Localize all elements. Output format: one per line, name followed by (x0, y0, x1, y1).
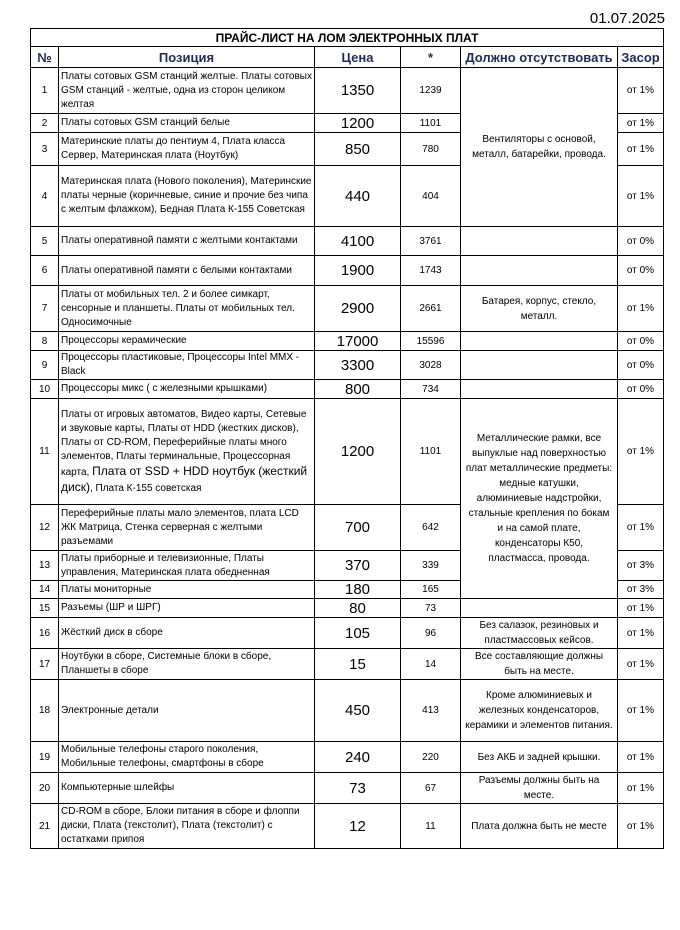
row-num: 15 (31, 599, 59, 618)
row-num: 10 (31, 380, 59, 399)
price-list-date: 01.07.2025 (589, 10, 665, 27)
row-num: 1 (31, 68, 59, 114)
row-debris: от 0% (618, 332, 664, 351)
row-price: 1900 (315, 256, 401, 286)
table-row (31, 599, 664, 618)
header-num: № (31, 47, 59, 68)
table-row (31, 773, 664, 804)
row-position: Материнские платы до пентиум 4, Плата класса Сервер, Материнская плата (Ноутбук) (59, 133, 315, 166)
row-num: 8 (31, 332, 59, 351)
row-position: Платы мониторные (59, 581, 315, 599)
row-debris: от 3% (618, 551, 664, 581)
row-debris: от 1% (618, 399, 664, 505)
row-position-part-b: Плата от SSD + HDD ноутбук (жесткий диск) (61, 463, 308, 494)
row-debris: от 1% (618, 680, 664, 742)
row-debris: от 1% (618, 286, 664, 332)
row-num: 3 (31, 133, 59, 166)
row-price: 73 (315, 773, 401, 804)
row-absent (461, 332, 618, 351)
row-debris: от 1% (618, 773, 664, 804)
row-star: 14 (401, 649, 461, 680)
table-row (31, 618, 664, 649)
row-position-part-c: , Плата К-155 советская (89, 482, 202, 494)
row-debris: от 0% (618, 227, 664, 256)
row-num: 11 (31, 399, 59, 505)
row-debris: от 0% (618, 380, 664, 399)
row-debris: от 3% (618, 581, 664, 599)
row-debris: от 1% (618, 742, 664, 773)
row-debris: от 1% (618, 133, 664, 166)
row-debris: от 1% (618, 599, 664, 618)
row-position: Платы сотовых GSM станций белые (59, 114, 315, 133)
table-row (31, 804, 664, 849)
row-star: 3761 (401, 227, 461, 256)
row-price: 1200 (315, 114, 401, 133)
header-absent: Должно отсутствовать (461, 47, 618, 68)
table-row (31, 680, 664, 742)
price-list-table (30, 28, 664, 849)
row-num: 5 (31, 227, 59, 256)
row-debris: от 1% (618, 114, 664, 133)
row-num: 16 (31, 618, 59, 649)
row-price: 800 (315, 380, 401, 399)
row-position: CD-ROM в сборе, Блоки питания в сборе и флоппи диски, Плата (текстолит), Плата (текстолит) с остатками припоя (59, 804, 315, 849)
row-absent: Разъемы должны быть на месте. (461, 773, 618, 804)
row-price: 3300 (315, 351, 401, 380)
table-title: ПРАЙС-ЛИСТ НА ЛОМ ЭЛЕКТРОННЫХ ПЛАТ (31, 29, 664, 47)
row-debris: от 0% (618, 351, 664, 380)
row-debris: от 1% (618, 649, 664, 680)
row-num: 12 (31, 505, 59, 551)
row-star: 96 (401, 618, 461, 649)
row-star: 1101 (401, 399, 461, 505)
table-row (31, 286, 664, 332)
row-price: 440 (315, 166, 401, 227)
row-absent (461, 599, 618, 618)
row-num: 19 (31, 742, 59, 773)
row-star: 220 (401, 742, 461, 773)
header-price: Цена (315, 47, 401, 68)
row-star: 339 (401, 551, 461, 581)
row-price: 105 (315, 618, 401, 649)
row-position: Материнская плата (Нового поколения), Материнские платы черные (коричневые, синие и прочие без чипа с желтым флажком), Бедная Плата К-155 Советская (59, 166, 315, 227)
row-position-part-a: Платы от игровых автоматов, Видео карты, Сетевые и звуковые карты, Платы от HDD (жестких дисков), Платы от CD-ROM, Переферийные платы много элементов, Платы терминальные, Процессорная карта, (61, 408, 307, 478)
row-price: 850 (315, 133, 401, 166)
note-group-7: Батарея, корпус, стекло, металл. (461, 286, 618, 332)
row-num: 13 (31, 551, 59, 581)
row-price: 15 (315, 649, 401, 680)
row-star: 2661 (401, 286, 461, 332)
row-position: Процессоры пластиковые, Процессоры Intel MMX - Black (59, 351, 315, 380)
row-star: 642 (401, 505, 461, 551)
row-price: 12 (315, 804, 401, 849)
row-debris: от 1% (618, 618, 664, 649)
row-price: 450 (315, 680, 401, 742)
merged-note-11-14: Металлические рамки, все выпуклые над поверхностью плат металлические предметы: медные катушки, алюминиевые надстройки, стальные крепления по бокам и на самой плате, конденсаторы К50, пластмасса, провода. (461, 399, 618, 599)
header-position: Позиция (59, 47, 315, 68)
row-star: 3028 (401, 351, 461, 380)
row-debris: от 1% (618, 68, 664, 114)
row-star: 165 (401, 581, 461, 599)
table-row (31, 649, 664, 680)
row-position: Платы от мобильных тел. 2 и более симкарт, сенсорные и планшеты. Платы от мобильных тел. Односимочные (59, 286, 315, 332)
row-star: 67 (401, 773, 461, 804)
row-position: Процессоры керамические (59, 332, 315, 351)
row-position: Компьютерные шлейфы (59, 773, 315, 804)
row-absent: Все составляющие должны быть на месте. (461, 649, 618, 680)
table-row (31, 332, 664, 351)
row-price: 240 (315, 742, 401, 773)
row-position: Переферийные платы мало элементов, плата LCD ЖК Матрица, Стенка серверная с желтыми разъемами (59, 505, 315, 551)
row-position: Процессоры микс ( с железными крышками) (59, 380, 315, 399)
table-row (31, 380, 664, 399)
row-debris: от 0% (618, 256, 664, 286)
row-absent: Без салазок, резиновых и пластмассовых кейсов. (461, 618, 618, 649)
row-star: 1743 (401, 256, 461, 286)
row-price: 370 (315, 551, 401, 581)
row-num: 21 (31, 804, 59, 849)
row-star: 1239 (401, 68, 461, 114)
row-position: Платы оперативной памяти с желтыми контактами (59, 227, 315, 256)
table-row (31, 742, 664, 773)
row-absent: Кроме алюминиевых и железных конденсаторов, керамики и элементов питания. (461, 680, 618, 742)
row-star: 413 (401, 680, 461, 742)
row-num: 4 (31, 166, 59, 227)
row-absent (461, 380, 618, 399)
table-row (31, 256, 664, 286)
table-row (31, 399, 664, 505)
row-debris: от 1% (618, 804, 664, 849)
row-position (59, 399, 315, 505)
row-price: 4100 (315, 227, 401, 256)
row-position: Разъемы (ШР и ШРГ) (59, 599, 315, 618)
row-star: 73 (401, 599, 461, 618)
merged-note-1-4: Вентиляторы с основой, металл, батарейки, провода. (461, 68, 618, 227)
row-absent (461, 351, 618, 380)
row-absent: Без АКБ и задней крышки. (461, 742, 618, 773)
row-position: Ноутбуки в сборе, Системные блоки в сборе, Планшеты в сборе (59, 649, 315, 680)
row-star: 15596 (401, 332, 461, 351)
row-position: Электронные детали (59, 680, 315, 742)
row-absent: Плата должна быть не месте (461, 804, 618, 849)
row-price: 80 (315, 599, 401, 618)
row-price: 17000 (315, 332, 401, 351)
row-position: Мобильные телефоны старого поколения, Мобильные телефоны, смартфоны в сборе (59, 742, 315, 773)
header-debris: Засор (618, 47, 664, 68)
row-position: Платы приборные и телевизионные, Платы управления, Материнская плата обедненная (59, 551, 315, 581)
row-position: Платы оперативной памяти с белыми контактами (59, 256, 315, 286)
row-price: 2900 (315, 286, 401, 332)
row-debris: от 1% (618, 166, 664, 227)
row-price: 700 (315, 505, 401, 551)
row-star: 1101 (401, 114, 461, 133)
row-position: Жёсткий диск в сборе (59, 618, 315, 649)
row-position: Платы сотовых GSM станций желтые. Платы сотовых GSM станций - желтые, одна из сторон целиком желтая (59, 68, 315, 114)
row-price: 1200 (315, 399, 401, 505)
row-star: 404 (401, 166, 461, 227)
row-star: 11 (401, 804, 461, 849)
row-num: 9 (31, 351, 59, 380)
row-absent (461, 256, 618, 286)
row-num: 18 (31, 680, 59, 742)
row-num: 6 (31, 256, 59, 286)
row-num: 14 (31, 581, 59, 599)
row-debris: от 1% (618, 505, 664, 551)
row-num: 2 (31, 114, 59, 133)
row-num: 20 (31, 773, 59, 804)
row-num: 7 (31, 286, 59, 332)
row-absent (461, 227, 618, 256)
header-star: * (401, 47, 461, 68)
row-price: 180 (315, 581, 401, 599)
row-num: 17 (31, 649, 59, 680)
row-star: 734 (401, 380, 461, 399)
table-row (31, 68, 664, 114)
table-row (31, 351, 664, 380)
row-price: 1350 (315, 68, 401, 114)
row-star: 780 (401, 133, 461, 166)
table-row (31, 227, 664, 256)
